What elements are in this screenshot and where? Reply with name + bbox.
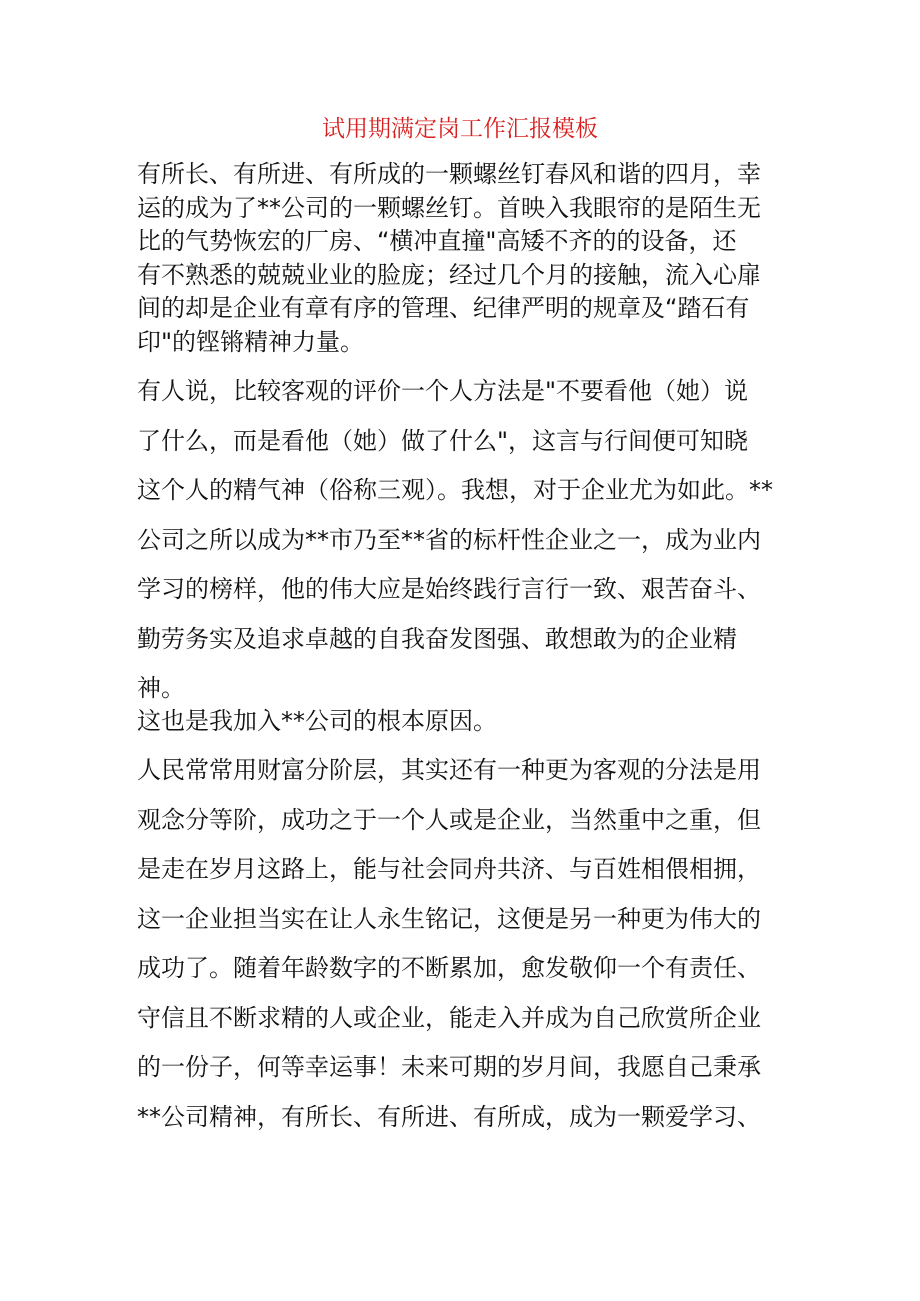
paragraph-line: 人民常常用财富分阶层，其实还有一种更为客观的分法是用 [137,756,761,784]
paragraph-line: 印"的铿锵精神力量。 [137,327,365,356]
paragraph-line: 勤劳务实及追求卓越的自我奋发图强、敢想敢为的企业精 [137,624,737,653]
paragraph-line: 比的气势恢宏的厂房、“横冲直撞"高矮不齐的的设备，还 [137,227,737,255]
paragraph-line: 了什么，而是看他（她）做了什么"，这言与行间便可知晓 [137,426,749,455]
paragraph-line: 间的却是企业有章有序的管理、纪律严明的规章及“踏石有 [137,294,750,322]
paragraph-line: 有不熟悉的兢兢业业的脸庞；经过几个月的接触，流入心扉 [137,260,761,289]
paragraph-line: 的一份子，何等幸运事！未来可期的岁月间，我愿自己秉承 [137,1053,761,1081]
paragraph-line: 有人说，比较客观的评价一个人方法是"不要看他（她）说 [137,377,749,405]
paragraph-line: 有所长、有所进、有所成的一颗螺丝钉春风和谐的四月，幸 [137,160,761,188]
paragraph-2 [137,367,797,714]
paragraph-line: 守信且不断求精的人或企业，能走入并成为自己欣赏所企业 [137,1003,761,1032]
paragraph-line: 这个人的精气神（俗称三观）。我想，对于企业尤为如此。** [137,476,773,504]
paragraph-line: 观念分等阶，成功之于一个人或是企业，当然重中之重，但 [137,805,761,834]
paragraph-line: **公司精神，有所长、有所进、有所成，成为一颗爱学习、 [137,1102,761,1131]
paragraph-line: 是走在岁月这路上，能与社会同舟共济、与百姓相偎相拥， [137,855,761,883]
paragraph-line: 运的成为了**公司的一颗螺丝钉。首映入我眼帘的是陌生无 [137,193,761,222]
paragraph-line: 成功了。随着年龄数字的不断累加，愈发敬仰一个有责任、 [137,954,761,982]
paragraph-line: 这一企业担当实在让人永生铭记，这便是另一种更为伟大的 [137,904,761,933]
paragraph-1 [137,158,797,359]
document-title: 试用期满定岗工作汇报模板 [322,116,598,142]
paragraph-line: 学习的榜样，他的伟大应是始终践行言行一致、艰苦奋斗、 [137,575,761,603]
paragraph-line: 公司之所以成为**市乃至**省的标杆性企业之一，成为业内 [137,525,761,554]
paragraph-3 [137,697,797,747]
paragraph-line: 神。 [137,674,185,702]
paragraph-4 [137,746,797,1142]
paragraph-line: 这也是我加入**公司的根本原因。 [137,707,497,735]
